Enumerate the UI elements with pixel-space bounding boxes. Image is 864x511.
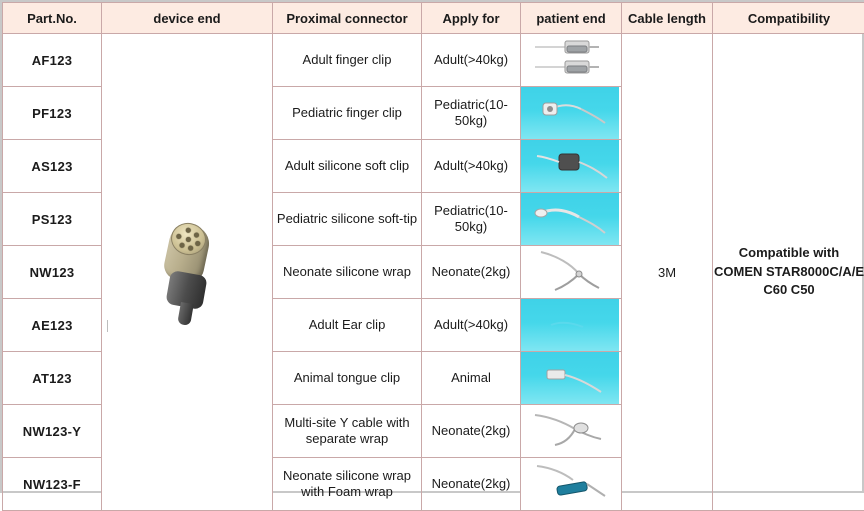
- column-header-compatibility: Compatibility: [713, 3, 864, 34]
- adult-finger-clip-photo: [521, 34, 619, 86]
- animal-tongue-clip-photo: [521, 352, 619, 404]
- pediatric-silicone-soft-tip-photo: [521, 193, 619, 245]
- neonate-silicone-wrap-graphic: [521, 246, 619, 298]
- column-header-proximal-connector: Proximal connector: [273, 3, 422, 34]
- adult-ear-clip-photo: [521, 299, 619, 351]
- column-header-part-no: Part.No.: [3, 3, 102, 34]
- cell-apply-for: Neonate(2kg): [422, 405, 521, 458]
- spo2-connector-icon: [155, 217, 219, 327]
- connector-pin: [185, 237, 191, 243]
- cell-part-no: AT123: [3, 352, 102, 405]
- connector-pin: [195, 241, 201, 247]
- connector-pin: [185, 227, 191, 233]
- neonate-silicone-wrap-photo: [521, 246, 619, 298]
- cell-apply-for: Neonate(2kg): [422, 246, 521, 299]
- table-header: [3, 3, 864, 34]
- connector-pin: [176, 233, 182, 239]
- cell-patient-end: [521, 34, 622, 87]
- cell-proximal-connector: Pediatric finger clip: [273, 87, 422, 140]
- connector-pin: [188, 245, 194, 251]
- neonate-foam-wrap-graphic: [521, 458, 619, 510]
- cell-cable-length: 3M: [622, 34, 713, 511]
- cell-apply-for: Adult(>40kg): [422, 140, 521, 193]
- multi-site-y-cable-photo: [521, 405, 619, 457]
- cell-device-end: [102, 34, 273, 511]
- cell-patient-end: [521, 458, 622, 511]
- cell-patient-end: [521, 405, 622, 458]
- cell-part-no: NW123-F: [3, 458, 102, 511]
- spo2-sensor-table: [2, 2, 864, 511]
- animal-tongue-clip-graphic: [521, 352, 619, 404]
- connector-strain-relief-shape: [177, 302, 194, 326]
- cell-proximal-connector: Neonate silicone wrap with Foam wrap: [273, 458, 422, 511]
- cell-apply-for: Adult(>40kg): [422, 299, 521, 352]
- pediatric-finger-clip-photo: [521, 87, 619, 139]
- connector-pin: [179, 242, 185, 248]
- adult-finger-clip-graphic: [521, 34, 619, 86]
- cell-part-no: AS123: [3, 140, 102, 193]
- adult-ear-clip-graphic: [521, 299, 619, 351]
- cell-patient-end: [521, 246, 622, 299]
- column-header-device-end: device end: [102, 3, 273, 34]
- stray-mark: [107, 320, 108, 332]
- cell-apply-for: Pediatric(10-50kg): [422, 193, 521, 246]
- header-row: [3, 3, 864, 34]
- cell-apply-for: Animal: [422, 352, 521, 405]
- table-body: [3, 34, 864, 511]
- adult-silicone-soft-clip-photo: [521, 140, 619, 192]
- column-header-patient-end: patient end: [521, 3, 622, 34]
- cell-proximal-connector: Pediatric silicone soft-tip: [273, 193, 422, 246]
- cell-proximal-connector: Adult finger clip: [273, 34, 422, 87]
- neonate-foam-wrap-photo: [521, 458, 619, 510]
- column-header-cable-length: Cable length: [622, 3, 713, 34]
- cell-part-no: NW123-Y: [3, 405, 102, 458]
- cell-patient-end: [521, 299, 622, 352]
- cell-apply-for: Adult(>40kg): [422, 34, 521, 87]
- cell-apply-for: Pediatric(10-50kg): [422, 87, 521, 140]
- table-row: [3, 34, 864, 87]
- cell-patient-end: [521, 352, 622, 405]
- cell-part-no: AF123: [3, 34, 102, 87]
- connector-pin: [194, 232, 200, 238]
- cell-proximal-connector: Adult silicone soft clip: [273, 140, 422, 193]
- cell-part-no: AE123: [3, 299, 102, 352]
- multi-site-y-cable-graphic: [521, 405, 619, 457]
- cell-proximal-connector: Animal tongue clip: [273, 352, 422, 405]
- cell-patient-end: [521, 140, 622, 193]
- cell-proximal-connector: Adult Ear clip: [273, 299, 422, 352]
- cell-patient-end: [521, 87, 622, 140]
- pediatric-silicone-soft-tip-graphic: [521, 193, 619, 245]
- cell-proximal-connector: Neonate silicone wrap: [273, 246, 422, 299]
- cell-compatibility: Compatible with COMEN STAR8000C/A/E C60 C50: [713, 34, 864, 511]
- cell-patient-end: [521, 193, 622, 246]
- cell-part-no: PF123: [3, 87, 102, 140]
- pediatric-finger-clip-graphic: [521, 87, 619, 139]
- cell-proximal-connector: Multi-site Y cable with separate wrap: [273, 405, 422, 458]
- cell-apply-for: Neonate(2kg): [422, 458, 521, 511]
- cell-part-no: NW123: [3, 246, 102, 299]
- adult-silicone-soft-clip-graphic: [521, 140, 619, 192]
- cell-part-no: PS123: [3, 193, 102, 246]
- column-header-apply-for: Apply for: [422, 3, 521, 34]
